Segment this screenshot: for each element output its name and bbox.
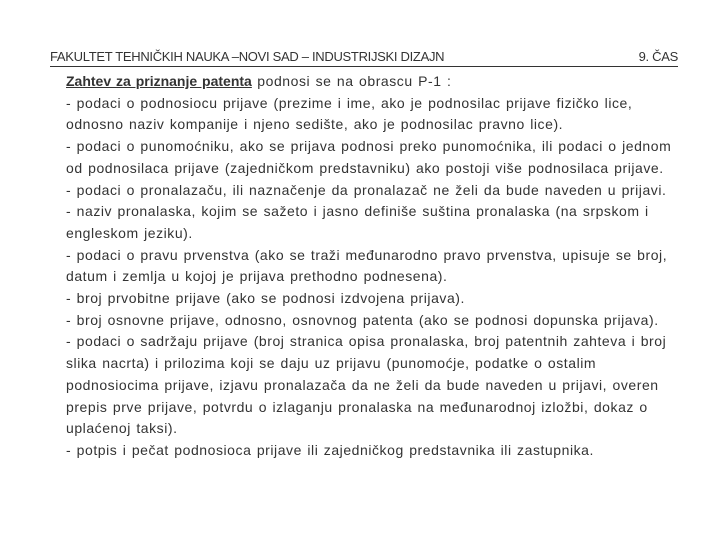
list-item: - podaci o pronalazaču, ili naznačenje da pronalazač ne želi da bude naveden u prijavi.: [66, 181, 667, 198]
list-item: - podaci o sadržaju prijave (broj stranica opisa pronalaska, broj patentnih zahteva i broj slika nacrta) i prilozima koji se daju uz prijavu (punomoćje, podatke o ostalim podnosiocima prijave, izjavu pronalazača da ne želi da bude naveden u prijavi, overen prepis prve prijave, potvrdu o izlaganju pronalaska na međunarodnoj izložbi, dokaz o uplaćenoj taksi).: [66, 333, 667, 437]
list-item: - broj prvobitne prijave (ako se podnosi izdvojena prijava).: [66, 290, 465, 307]
header-title: FAKULTET TEHNIČKIH NAUKA –NOVI SAD – INDUSTRIJSKI DIZAJN: [50, 49, 445, 64]
list-item: - podaci o punomoćniku, ako se prijava podnosi preko punomoćnika, ili podaci o jednom od podnosilaca prijave (zajedničkom predstavniku) ako postoji više podnosilaca prijave.: [66, 138, 672, 176]
lead-text: podnosi se na obrascu P-1 :: [251, 73, 452, 89]
lesson-number: 9. ČAS: [638, 49, 678, 64]
slide-header: [50, 47, 678, 67]
list-item: - potpis i pečat podnosioca prijave ili zajedničkog predstavnika ili zastupnika.: [66, 441, 594, 458]
lead-paragraph: [66, 71, 686, 93]
list-item: - podaci o pravu prvenstva (ako se traži međunarodno pravo prvenstva, upisuje se broj, datum i zemlja u kojoj je prijava prethodno podnesena).: [66, 246, 668, 285]
lead-label: Zahtev za priznanje patenta: [66, 73, 252, 89]
list-item: - broj osnovne prijave, odnosno, osnovnog patenta (ako se podnosi dopunska prijava).: [66, 311, 659, 328]
list-item: - naziv pronalaska, kojim se sažeto i jasno definiše suština pronalaska (na srpskom i engleskom jeziku).: [66, 203, 649, 241]
list-item: - podaci o podnosiocu prijave (prezime i ime, ako je podnosilac prijave fizičko lice, odnosno naziv kompanije i njeno sedište, ako je podnosilac pravno lice).: [66, 94, 633, 133]
slide-body: [66, 71, 686, 462]
